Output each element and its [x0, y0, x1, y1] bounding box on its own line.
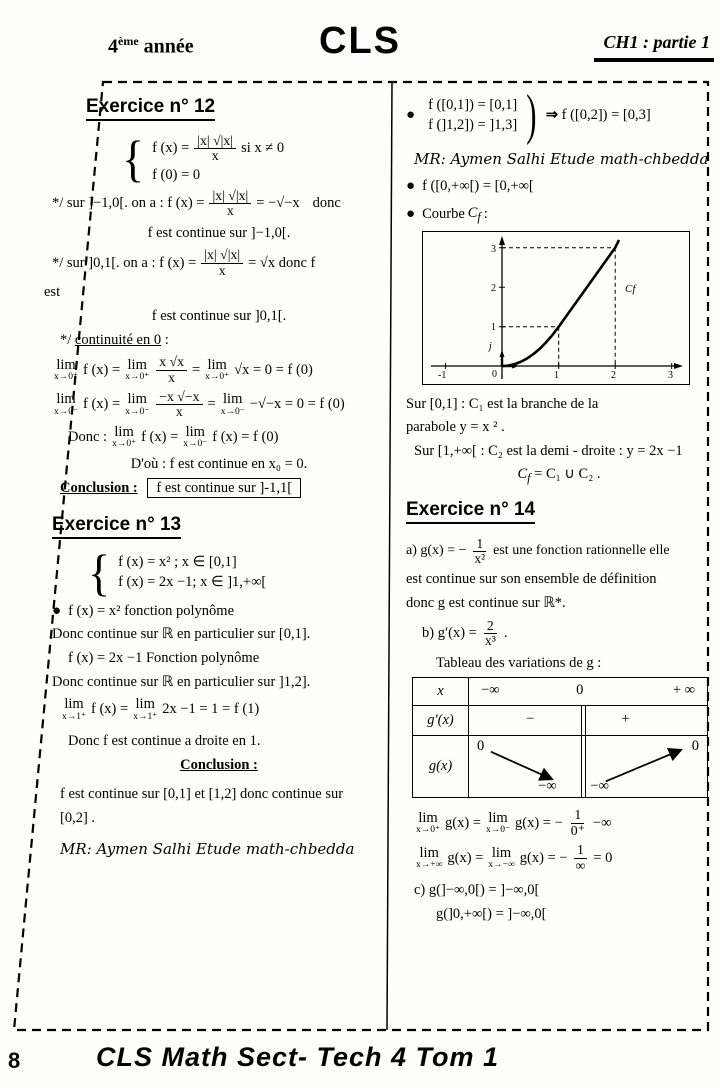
g-continuity-line2: donc g est continue sur ℝ*.	[406, 595, 566, 612]
fraction-numerator: 1	[473, 537, 486, 552]
g-limit-at-infinity	[414, 843, 712, 873]
piecewise-definition-f13	[88, 544, 386, 601]
curve-word: Courbe	[422, 206, 465, 223]
fraction-numerator: 1	[571, 808, 584, 823]
image-halfline	[406, 178, 712, 195]
limit-operator	[133, 697, 157, 722]
variation-table-label: Tableau des variations de g :	[436, 654, 602, 671]
table-row-g	[413, 735, 707, 797]
sign-plus: +	[621, 711, 630, 728]
limit-operator	[416, 846, 442, 871]
cont-prefix: */	[60, 331, 72, 348]
lim-word: lim	[491, 844, 512, 861]
cont-colon: :	[164, 331, 169, 348]
g-continuity-line1: est continue sur son ensemble de définition	[406, 571, 657, 588]
pw-line2: f (0) = 0	[152, 166, 201, 183]
book-title: CLS Math Sect- Tech 4 Tom 1	[96, 1042, 500, 1072]
fraction	[472, 537, 489, 566]
lim-subscript: x→0⁺	[112, 439, 137, 450]
grade-suffix: ème	[118, 34, 139, 48]
lim-subscript: x→1⁺	[62, 711, 87, 722]
exercise-14-heading: Exercice n° 14	[406, 499, 535, 524]
glim1-a: g(x) =	[445, 814, 481, 831]
conclusion-13-label	[52, 756, 386, 776]
glim2-result: = 0	[593, 849, 613, 866]
case1-conclusion: f est continue sur ]−1,0[.	[147, 224, 291, 241]
variation-table	[412, 677, 708, 798]
page-number: 8	[8, 1048, 21, 1073]
poly1-text: f (x) = x² fonction polynôme	[68, 603, 235, 620]
big-paren: )	[526, 84, 537, 146]
y-tick-label: 2	[491, 282, 496, 294]
lim-word: lim	[56, 356, 76, 373]
fraction-denominator: x	[218, 262, 226, 278]
case1-donc: donc	[312, 195, 341, 212]
bullet-icon: ●	[406, 177, 416, 194]
fraction-denominator: ∞	[575, 857, 586, 873]
signature: MR: Aymen Salhi Etude math-chbedda	[60, 840, 355, 859]
fraction	[568, 808, 588, 838]
glim2-b: g(x) = −	[519, 849, 568, 866]
bullet-icon: ●	[52, 603, 62, 620]
fraction-denominator: x³	[484, 633, 496, 649]
lim-word: lim	[127, 356, 147, 373]
x-plus-inf: + ∞	[672, 682, 695, 699]
fraction-numerator: x √x	[156, 355, 187, 370]
lim-word: lim	[223, 391, 243, 408]
g-deriv-period: .	[503, 625, 508, 642]
x-tick-label: -1	[438, 369, 447, 381]
row-header-g: g(x)	[413, 736, 469, 797]
left-column	[0, 86, 390, 1028]
y-tick-label: 1	[491, 321, 496, 333]
fraction	[209, 189, 251, 219]
continuity-at-zero-label	[60, 331, 386, 351]
parabola-desc-1: Sur [0,1] : C₁ est la branche de la	[406, 395, 599, 412]
curve-symbol-letter: C	[467, 204, 478, 221]
glim2-a: g(x) =	[447, 849, 484, 866]
piecewise-definition-f	[122, 130, 386, 187]
polynomial-case-1	[52, 603, 386, 620]
exercise-13-heading: Exercice n° 13	[52, 514, 181, 539]
image-c1-line: c) g(]−∞,0[) = ]−∞,0[	[414, 881, 540, 898]
grade-word: année	[143, 35, 194, 58]
donc-label: Donc :	[68, 428, 108, 445]
g-derivative-line	[422, 619, 712, 649]
curve-name-label: Cf	[625, 282, 636, 295]
conclusion-13-line1: f est continue sur [0,1] et [1,2] donc continue sur	[60, 786, 344, 803]
fraction-denominator: 0⁺	[570, 822, 585, 838]
lim-subscript: x→0⁺	[205, 372, 230, 383]
lim-word: lim	[56, 391, 76, 408]
limit-operator	[221, 392, 245, 417]
conclusion-label: Conclusion :	[180, 756, 258, 773]
x-minus-inf: −∞	[481, 682, 500, 699]
g-value-zero-right: 0	[691, 738, 699, 755]
fraction-denominator: x	[168, 369, 176, 385]
pw-line1	[152, 134, 284, 164]
image-halfline-text: f ([0,+∞[) = [0,+∞[	[422, 177, 534, 194]
pw13-line2: f (x) = 2x −1; x ∈ ]1,+∞[	[118, 574, 267, 591]
glim1-b: g(x) = −	[515, 814, 563, 831]
limit-operator	[54, 392, 78, 417]
fraction	[482, 619, 499, 649]
x-tick-label: 1	[554, 369, 559, 381]
conclusion-12	[60, 479, 386, 499]
lim-subscript: x→−∞	[488, 860, 515, 870]
signature: MR: Aymen Salhi Etude math-chbedda	[414, 149, 709, 168]
conclusion-boxed-result: f est continue sur ]-1,1[	[147, 478, 301, 498]
cf-letter: C	[517, 466, 528, 483]
fraction-numerator: |x| √|x|	[201, 248, 243, 263]
conclusion-label: Conclusion :	[60, 479, 138, 496]
lim-word: lim	[207, 356, 227, 373]
limit-right-at-one	[60, 697, 386, 722]
fraction	[201, 248, 243, 278]
cf-symbol	[517, 466, 531, 486]
lim-subscript: x→0⁺	[125, 372, 150, 383]
row-header-x: x	[413, 678, 469, 705]
lim-word: lim	[419, 844, 439, 861]
lim-subscript: x→0⁻	[220, 406, 245, 417]
limit-operator	[125, 358, 149, 383]
x-zero: 0	[576, 682, 584, 699]
lim1-a: f (x) =	[83, 361, 121, 378]
lim2-a: f (x) =	[83, 396, 121, 413]
image-line2: f (]1,2]) = ]1,3]	[428, 116, 518, 133]
table-row-gprime	[413, 705, 707, 735]
function-graph	[422, 231, 690, 385]
limit-operator	[416, 811, 440, 836]
poly2-continuity: Donc continue sur ℝ en particulier sur ]1,2].	[52, 673, 311, 690]
lim-subscript: x→0⁺	[54, 372, 79, 383]
fraction-numerator: 1	[574, 843, 587, 858]
lim2-tail: −√−x = 0 = f (0)	[249, 396, 345, 413]
fraction-numerator: 2	[484, 619, 497, 634]
fraction-denominator: x	[175, 404, 183, 420]
curve-symbol	[468, 205, 481, 225]
case2-overflow-word: est	[44, 284, 61, 301]
exercise-12-heading: Exercice n° 12	[86, 96, 215, 121]
fraction	[194, 134, 236, 164]
limit-operator	[183, 425, 207, 450]
conclusion-13-line2: [0,2] .	[60, 809, 96, 826]
lim1-eq: =	[191, 361, 201, 378]
case1-result: = −√−x	[256, 195, 300, 212]
fraction-numerator: |x| √|x|	[209, 189, 251, 204]
lim-word: lim	[127, 391, 147, 408]
lim2-eq: =	[207, 396, 216, 413]
lim-word: lim	[64, 696, 84, 713]
graph-svg	[423, 232, 687, 382]
curve-symbol-sub: f	[477, 209, 481, 224]
donc-tail: f (x) = f (0)	[212, 428, 279, 445]
parabola-desc-2: parabole y = x ² .	[406, 419, 505, 436]
limit-operator	[205, 358, 229, 383]
lim-word: lim	[418, 809, 438, 826]
case2-conclusion: f est continue sur ]0,1[.	[151, 307, 287, 324]
poly1-continuity: Donc continue sur ℝ en particulier sur [0,1].	[52, 626, 311, 643]
curve-union-line	[406, 465, 712, 486]
bullet-icon: ●	[406, 206, 416, 223]
lim-word: lim	[488, 809, 508, 826]
right-continuity-line: Donc f est continue a droite en 1.	[68, 733, 261, 750]
fraction	[156, 355, 187, 385]
case-interval-2	[52, 248, 386, 278]
g-deriv-lhs: b) g′(x) =	[422, 625, 477, 642]
j-vector-label: j	[489, 340, 492, 352]
variation-arrows	[469, 736, 707, 797]
page-header	[0, 0, 720, 84]
x-tick-label: 2	[611, 369, 616, 381]
g-def-tail: est une fonction rationnelle elle	[493, 543, 670, 559]
fraction-denominator: x²	[474, 550, 486, 566]
pw13-line1: f (x) = x² ; x ∈ [0,1]	[118, 554, 237, 571]
table-row-x	[413, 678, 707, 705]
case1-text: */ sur ]−1,0[. on a : f (x) =	[52, 195, 205, 212]
grade-number: 4	[108, 35, 118, 58]
origin-label: 0	[492, 368, 497, 380]
lim-word: lim	[114, 423, 134, 440]
case2-result: = √x donc f	[248, 254, 316, 271]
g-limit-at-zero	[414, 808, 712, 838]
fraction-denominator: x	[226, 203, 234, 219]
curve-colon: :	[483, 206, 488, 223]
fraction-numerator: |x| √|x|	[194, 134, 236, 149]
g-value-minf-right: −∞	[590, 778, 609, 795]
limit-operator	[125, 392, 149, 417]
fraction	[573, 843, 589, 873]
limit-right-at-zero	[52, 355, 386, 385]
poly2-text: f (x) = 2x −1 Fonction polynôme	[68, 650, 260, 667]
cf-sub: f	[527, 471, 531, 486]
limit-operator	[112, 425, 136, 450]
limit-operator	[486, 811, 510, 836]
union-text: = C₁ ∪ C₂ .	[534, 466, 601, 483]
image-result: f ([0,2]) = [0,3]	[561, 106, 651, 123]
cont-underlined: continuité en 0	[74, 331, 162, 348]
lim-subscript: x→0⁻	[54, 406, 79, 417]
g-value-minf-left: −∞	[538, 778, 557, 795]
school-logo: CLS	[319, 20, 401, 62]
pw-line1-condition: si x ≠ 0	[241, 140, 285, 157]
lim-subscript: x→0⁻	[183, 439, 208, 450]
g-def-lhs: a) g(x) = −	[406, 543, 467, 559]
limit-operator	[62, 697, 86, 722]
lim-subscript: x→0⁻	[125, 406, 150, 417]
lim-subscript: x→0⁺	[416, 825, 441, 836]
fraction	[156, 390, 202, 420]
lim1-tail: √x = 0 = f (0)	[234, 361, 313, 378]
row-header-gprime: g′(x)	[413, 706, 469, 735]
case-interval-1	[52, 189, 386, 219]
lim-subscript: x→1⁺	[133, 711, 158, 722]
image-of-intervals	[406, 84, 712, 146]
y-tick-label: 3	[491, 243, 496, 255]
g-definition-line	[406, 537, 712, 566]
limit-operator	[54, 358, 78, 383]
lim-word: lim	[135, 696, 155, 713]
glim1-result: −∞	[592, 814, 612, 831]
lim-subscript: x→0⁻	[485, 825, 510, 836]
lim-subscript: x→+∞	[416, 860, 443, 870]
lim-word: lim	[185, 423, 205, 440]
curve-label-line	[406, 205, 712, 225]
fraction-denominator: x	[211, 148, 219, 164]
limit-left-at-zero	[52, 390, 386, 420]
halfline-desc: Sur [1,+∞[ : C₂ est la demi - droite : y = 2x −1	[414, 442, 683, 459]
limit-operator	[488, 846, 514, 871]
limits-equal-line	[68, 425, 386, 450]
lim13-a: f (x) =	[91, 701, 129, 718]
x-tick-label: 3	[668, 369, 673, 381]
left-brace: {	[122, 130, 145, 187]
image-line1: f ([0,1]) = [0,1]	[428, 96, 518, 113]
chapter-title: CH1 : partie 1	[594, 32, 715, 62]
pw-line1-lhs: f (x) =	[152, 140, 190, 157]
g-value-zero-left: 0	[477, 738, 485, 755]
continuity-at-x0-line: D'où : f est continue en x₀ = 0.	[130, 455, 308, 472]
image-c2-line: g(]0,+∞[) = ]−∞,0[	[436, 905, 547, 922]
double-bar	[581, 706, 586, 735]
implies-arrow: ⇒	[545, 106, 558, 123]
fraction-numerator: −x √−x	[156, 390, 202, 405]
bullet-icon: ●	[406, 106, 416, 123]
donc-mid: f (x) =	[141, 428, 179, 445]
right-column	[390, 86, 720, 1028]
lim13-tail: 2x −1 = 1 = f (1)	[162, 701, 260, 718]
case2-text: */ sur ]0,1[. on a : f (x) =	[52, 254, 197, 271]
arrow-increasing-icon	[606, 750, 681, 781]
main-content	[0, 86, 720, 1028]
left-brace: {	[88, 544, 111, 601]
sign-minus: −	[526, 711, 535, 728]
arrow-decreasing-icon	[491, 752, 552, 780]
